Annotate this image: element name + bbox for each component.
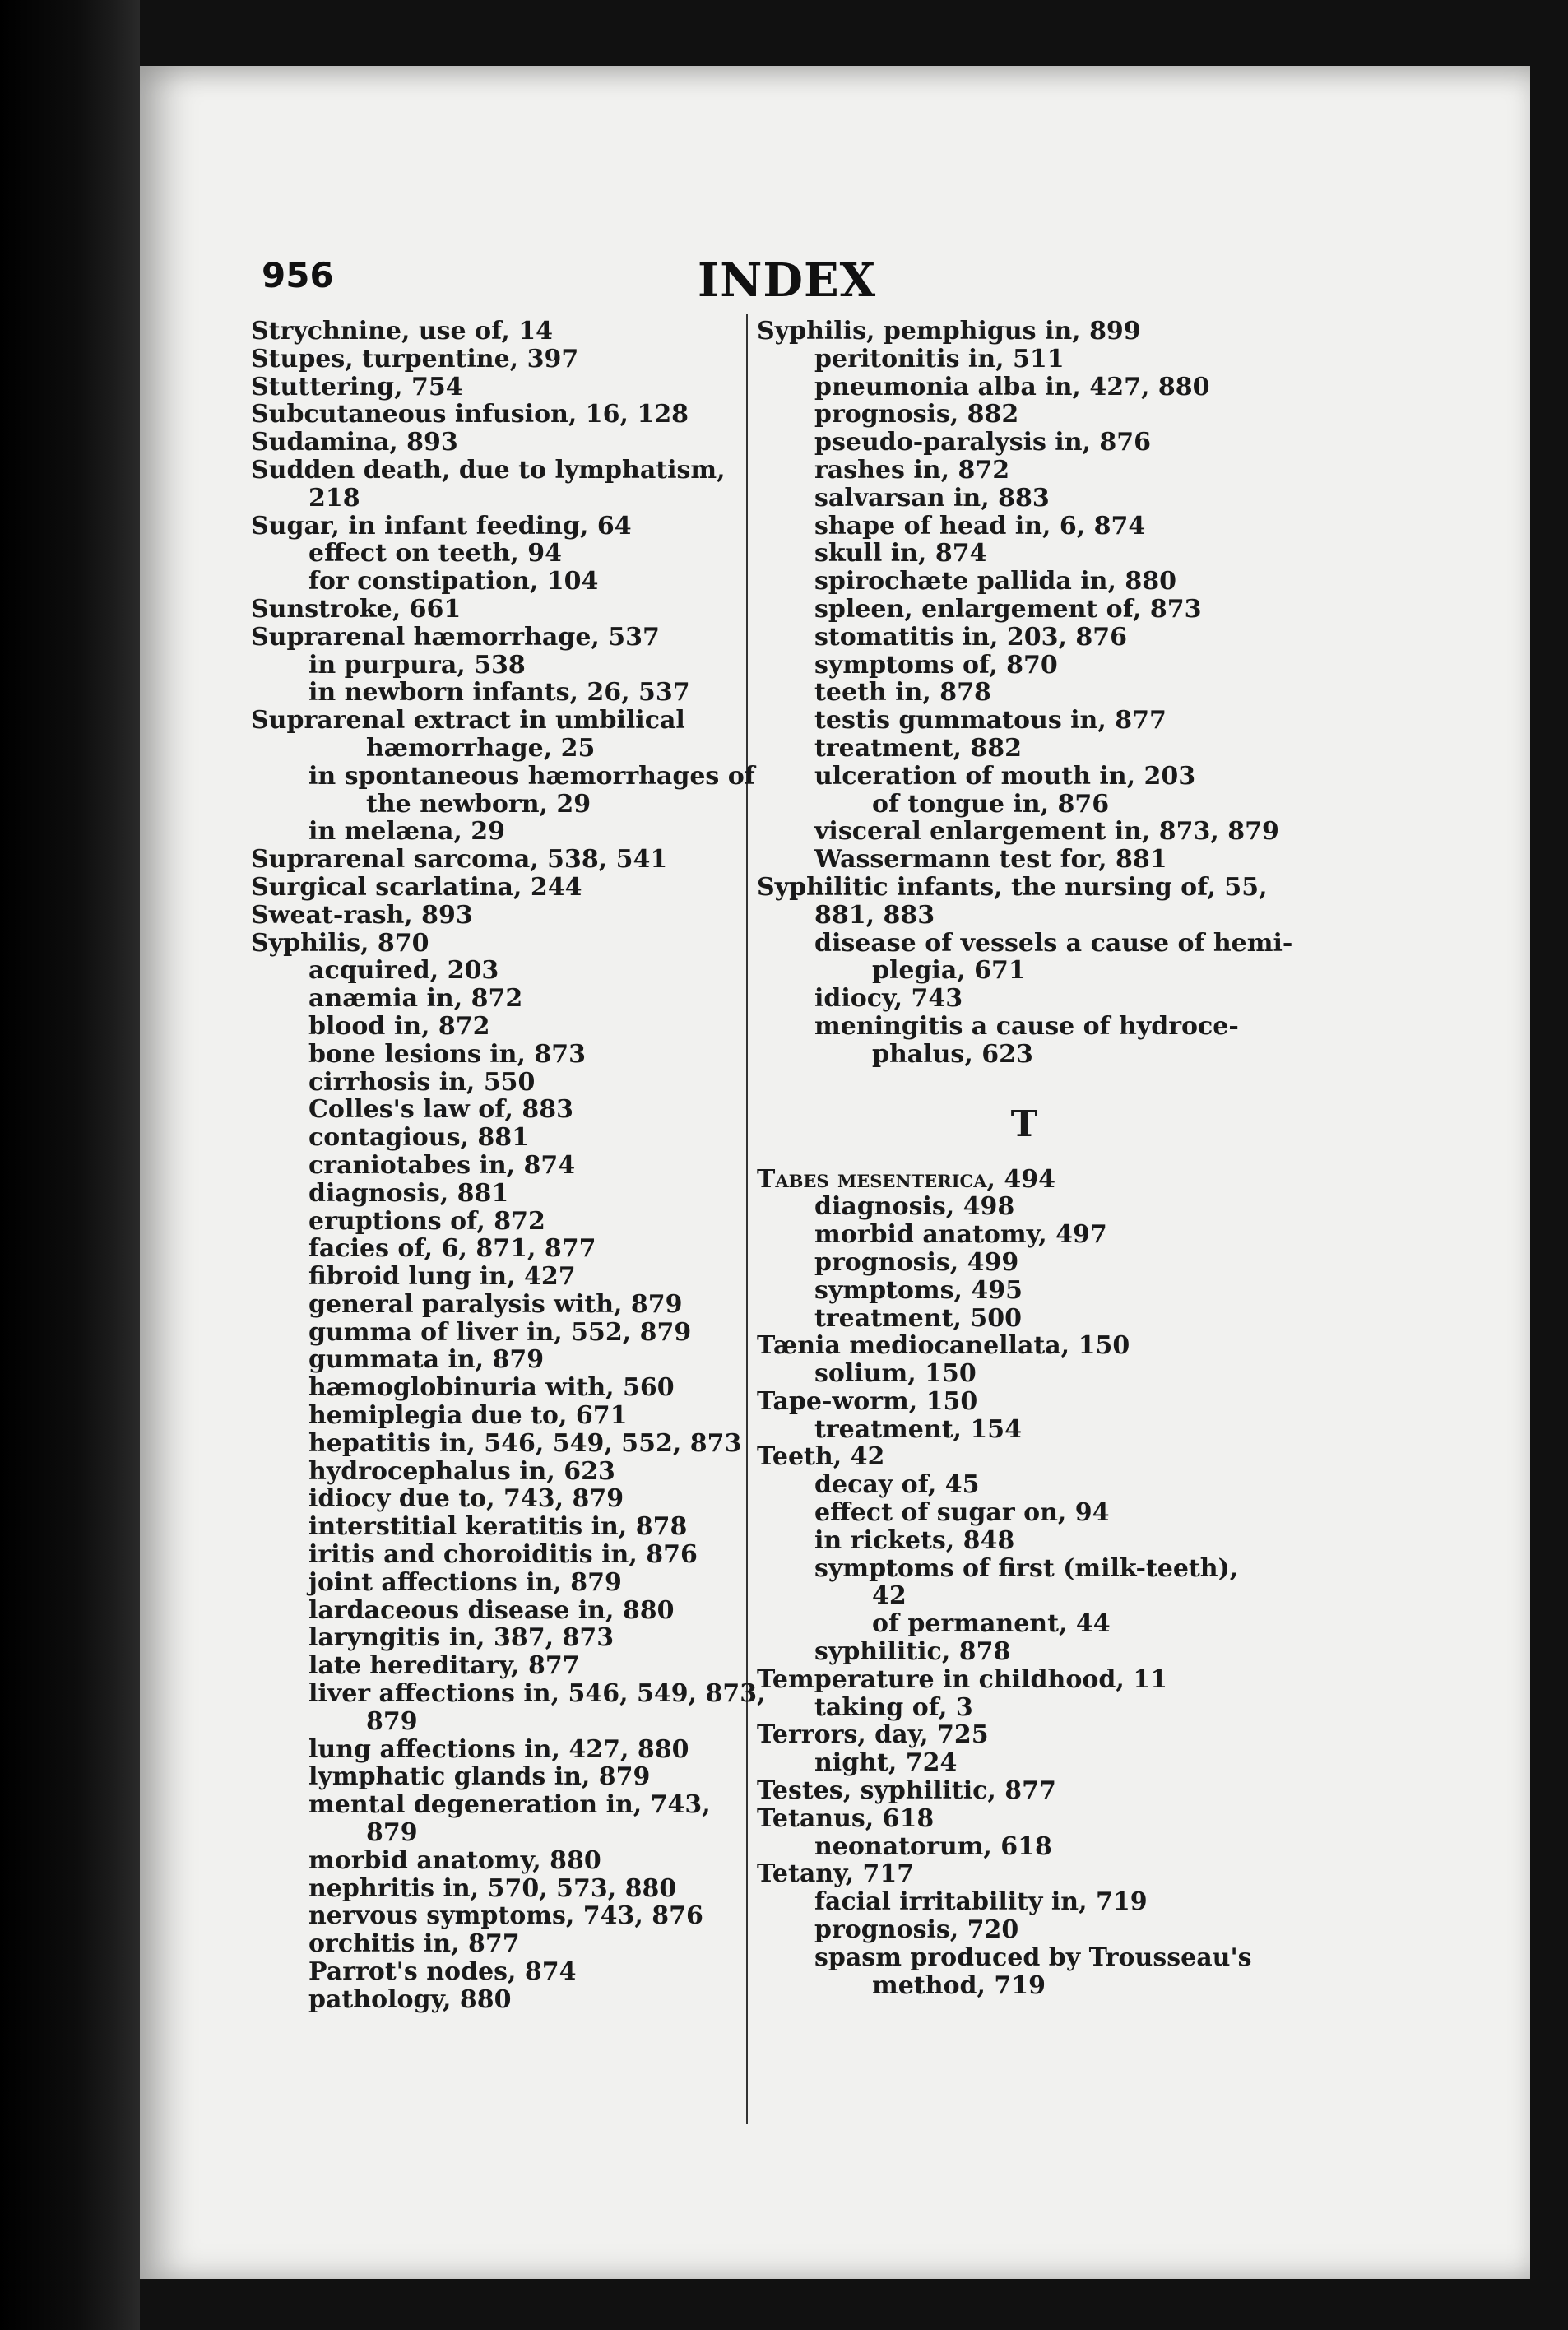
index-entry: symptoms, 495: [814, 1275, 1023, 1305]
section-letter-heading: T: [1010, 1102, 1038, 1145]
index-entry: decay of, 45: [814, 1470, 980, 1500]
index-column-right: [757, 318, 1415, 1999]
index-entry: laryngitis in, 387, 873: [308, 1623, 615, 1653]
index-entry: skull in, 874: [814, 539, 987, 569]
index-entry: of permanent, 44: [872, 1609, 1111, 1639]
index-entry: nervous symptoms, 743, 876: [308, 1901, 703, 1931]
index-entry: Temperature in childhood, 11: [757, 1664, 1167, 1694]
index-entry: in purpura, 538: [308, 650, 526, 680]
index-entry: testis gummatous in, 877: [814, 706, 1167, 736]
index-entry: cirrhosis in, 550: [308, 1067, 536, 1097]
index-entry: iritis and choroiditis in, 876: [308, 1540, 698, 1570]
index-entry: hemiplegia due to, 671: [308, 1401, 628, 1431]
index-entry: phalus, 623: [872, 1039, 1033, 1069]
index-entry: Colles's law of, 883: [308, 1095, 574, 1125]
index-entry: pneumonia alba in, 427, 880: [814, 372, 1210, 401]
index-entry: idiocy, 743: [814, 984, 963, 1014]
index-entry: taking of, 3: [814, 1692, 973, 1722]
index-entries-t: [757, 1166, 1415, 2000]
index-entry: 879: [366, 1706, 418, 1736]
index-entry: Tape-worm, 150: [757, 1386, 978, 1416]
index-entry: Suprarenal sarcoma, 538, 541: [251, 845, 668, 875]
index-entry: the newborn, 29: [366, 789, 591, 819]
index-entry: salvarsan in, 883: [814, 483, 1050, 513]
index-entry: craniotabes in, 874: [308, 1150, 576, 1180]
index-entry: Teeth, 42: [757, 1442, 885, 1472]
index-entry: effect on teeth, 94: [308, 539, 562, 569]
index-entry: anæmia in, 872: [308, 984, 523, 1014]
index-entry: treatment, 154: [814, 1414, 1023, 1444]
index-entry: Surgical scarlatina, 244: [251, 872, 582, 902]
index-entry: peritonitis in, 511: [814, 344, 1065, 374]
index-entry: Syphilis, 870: [251, 928, 429, 958]
index-entry: Syphilitic infants, the nursing of, 55,: [757, 872, 1268, 902]
index-entry: gummata in, 879: [308, 1345, 545, 1375]
index-entry: 881, 883: [814, 900, 935, 930]
index-entry: facial irritability in, 719: [814, 1887, 1148, 1917]
index-entry: lung affections in, 427, 880: [308, 1734, 689, 1764]
index-entry: Wassermann test for, 881: [814, 845, 1167, 875]
index-entry: night, 724: [814, 1748, 958, 1778]
index-entry: Tetanus, 618: [757, 1803, 935, 1833]
index-entry: neonatorum, 618: [814, 1831, 1052, 1861]
index-entry: morbid anatomy, 880: [308, 1845, 601, 1875]
index-entry: 218: [308, 483, 360, 513]
index-entry: orchitis in, 877: [308, 1929, 520, 1959]
index-entry: diagnosis, 881: [308, 1178, 509, 1208]
index-entry: Sunstroke, 661: [251, 594, 462, 624]
page-title: INDEX: [698, 253, 877, 308]
index-entry: Sweat-rash, 893: [251, 900, 473, 930]
index-entry: in melæna, 29: [308, 817, 506, 847]
index-entry: Subcutaneous infusion, 16, 128: [251, 400, 689, 429]
index-entry: disease of vessels a cause of hemi-: [814, 928, 1293, 958]
index-entry: 42: [872, 1581, 907, 1611]
index-entry: plegia, 671: [872, 956, 1026, 986]
index-entry: blood in, 872: [308, 1011, 490, 1041]
index-entry: Tetany, 717: [757, 1859, 915, 1889]
index-entry: fibroid lung in, 427: [308, 1262, 576, 1292]
index-entry: hydrocephalus in, 623: [308, 1456, 615, 1486]
index-entry: idiocy due to, 743, 879: [308, 1484, 624, 1514]
index-entry: interstitial keratitis in, 878: [308, 1512, 688, 1542]
index-entry: hæmoglobinuria with, 560: [308, 1373, 675, 1403]
index-entry: Sudden death, due to lymphatism,: [251, 455, 726, 485]
index-entry: eruptions of, 872: [308, 1206, 545, 1236]
index-entry: in newborn infants, 26, 537: [308, 678, 690, 708]
index-entry: hepatitis in, 546, 549, 552, 873: [308, 1428, 742, 1458]
index-entry: treatment, 500: [814, 1303, 1023, 1333]
index-entry: prognosis, 882: [814, 400, 1019, 429]
index-entry: prognosis, 499: [814, 1247, 1019, 1277]
index-entry: diagnosis, 498: [814, 1192, 1015, 1222]
index-entry: spasm produced by Trousseau's: [814, 1942, 1252, 1972]
index-entry: facies of, 6, 871, 877: [308, 1234, 596, 1264]
index-entry: shape of head in, 6, 874: [814, 511, 1146, 541]
index-entry: spirochæte pallida in, 880: [814, 567, 1176, 596]
index-entry: effect of sugar on, 94: [814, 1498, 1110, 1528]
index-entry: Testes, syphilitic, 877: [757, 1776, 1056, 1806]
index-entry: acquired, 203: [308, 956, 499, 986]
index-entry: morbid anatomy, 497: [814, 1220, 1107, 1250]
index-entry: gumma of liver in, 552, 879: [308, 1317, 692, 1347]
index-entry: Suprarenal extract in umbilical: [251, 706, 685, 736]
index-entry: symptoms of first (milk-teeth),: [814, 1553, 1239, 1583]
index-entry: prognosis, 720: [814, 1915, 1019, 1945]
index-entry: spleen, enlargement of, 873: [814, 594, 1202, 624]
index-entry: Stuttering, 754: [251, 372, 463, 401]
index-entry: Suprarenal hæmorrhage, 537: [251, 622, 660, 652]
scan-book-edge: [0, 0, 140, 2330]
index-entry: treatment, 882: [814, 733, 1023, 763]
index-entry: mental degeneration in, 743,: [308, 1790, 711, 1820]
index-entry: nephritis in, 570, 573, 880: [308, 1873, 677, 1903]
index-entry: solium, 150: [814, 1359, 977, 1389]
index-entry: of tongue in, 876: [872, 789, 1110, 819]
index-entry: Terrors, day, 725: [757, 1720, 989, 1750]
index-entries-syphilis-continued: [757, 318, 1415, 1069]
index-entry: symptoms of, 870: [814, 650, 1058, 680]
index-entry: Tabes mesenterica, 494: [757, 1164, 1056, 1194]
index-entry: method, 719: [872, 1970, 1046, 2000]
index-entry: stomatitis in, 203, 876: [814, 622, 1128, 652]
index-entry: in spontaneous hæmorrhages of: [308, 761, 755, 791]
index-entry: Stupes, turpentine, 397: [251, 344, 579, 374]
index-entry: syphilitic, 878: [814, 1637, 1011, 1667]
index-entry: ulceration of mouth in, 203: [814, 761, 1196, 791]
index-entry: general paralysis with, 879: [308, 1289, 683, 1319]
index-entry: Parrot's nodes, 874: [308, 1957, 577, 1987]
index-entry: Sudamina, 893: [251, 428, 458, 457]
page-header: [262, 255, 969, 321]
index-entry: hæmorrhage, 25: [366, 733, 596, 763]
index-entry: late hereditary, 877: [308, 1651, 580, 1681]
index-entry: Sugar, in infant feeding, 64: [251, 511, 632, 541]
index-entry: for constipation, 104: [308, 567, 599, 596]
index-entry: contagious, 881: [308, 1123, 529, 1153]
index-entry: pathology, 880: [308, 1984, 512, 2014]
index-entry: Strychnine, use of, 14: [251, 317, 553, 346]
index-entry: liver affections in, 546, 549, 873,: [308, 1679, 766, 1709]
index-entry: lymphatic glands in, 879: [308, 1762, 651, 1792]
index-entry: rashes in, 872: [814, 455, 1010, 485]
index-entry: 879: [366, 1818, 418, 1848]
index-entry: pseudo-paralysis in, 876: [814, 428, 1152, 457]
index-entry: lardaceous disease in, 880: [308, 1595, 675, 1625]
page-number: 956: [262, 255, 334, 295]
index-entry: joint affections in, 879: [308, 1567, 622, 1597]
index-entry: Syphilis, pemphigus in, 899: [757, 317, 1141, 346]
index-entry: Tænia mediocanellata, 150: [757, 1331, 1130, 1361]
index-entry: in rickets, 848: [814, 1525, 1015, 1555]
index-entry: visceral enlargement in, 873, 879: [814, 817, 1279, 847]
index-entry: teeth in, 878: [814, 678, 991, 708]
index-entry: meningitis a cause of hydroce-: [814, 1011, 1239, 1041]
index-entry: bone lesions in, 873: [308, 1039, 586, 1069]
